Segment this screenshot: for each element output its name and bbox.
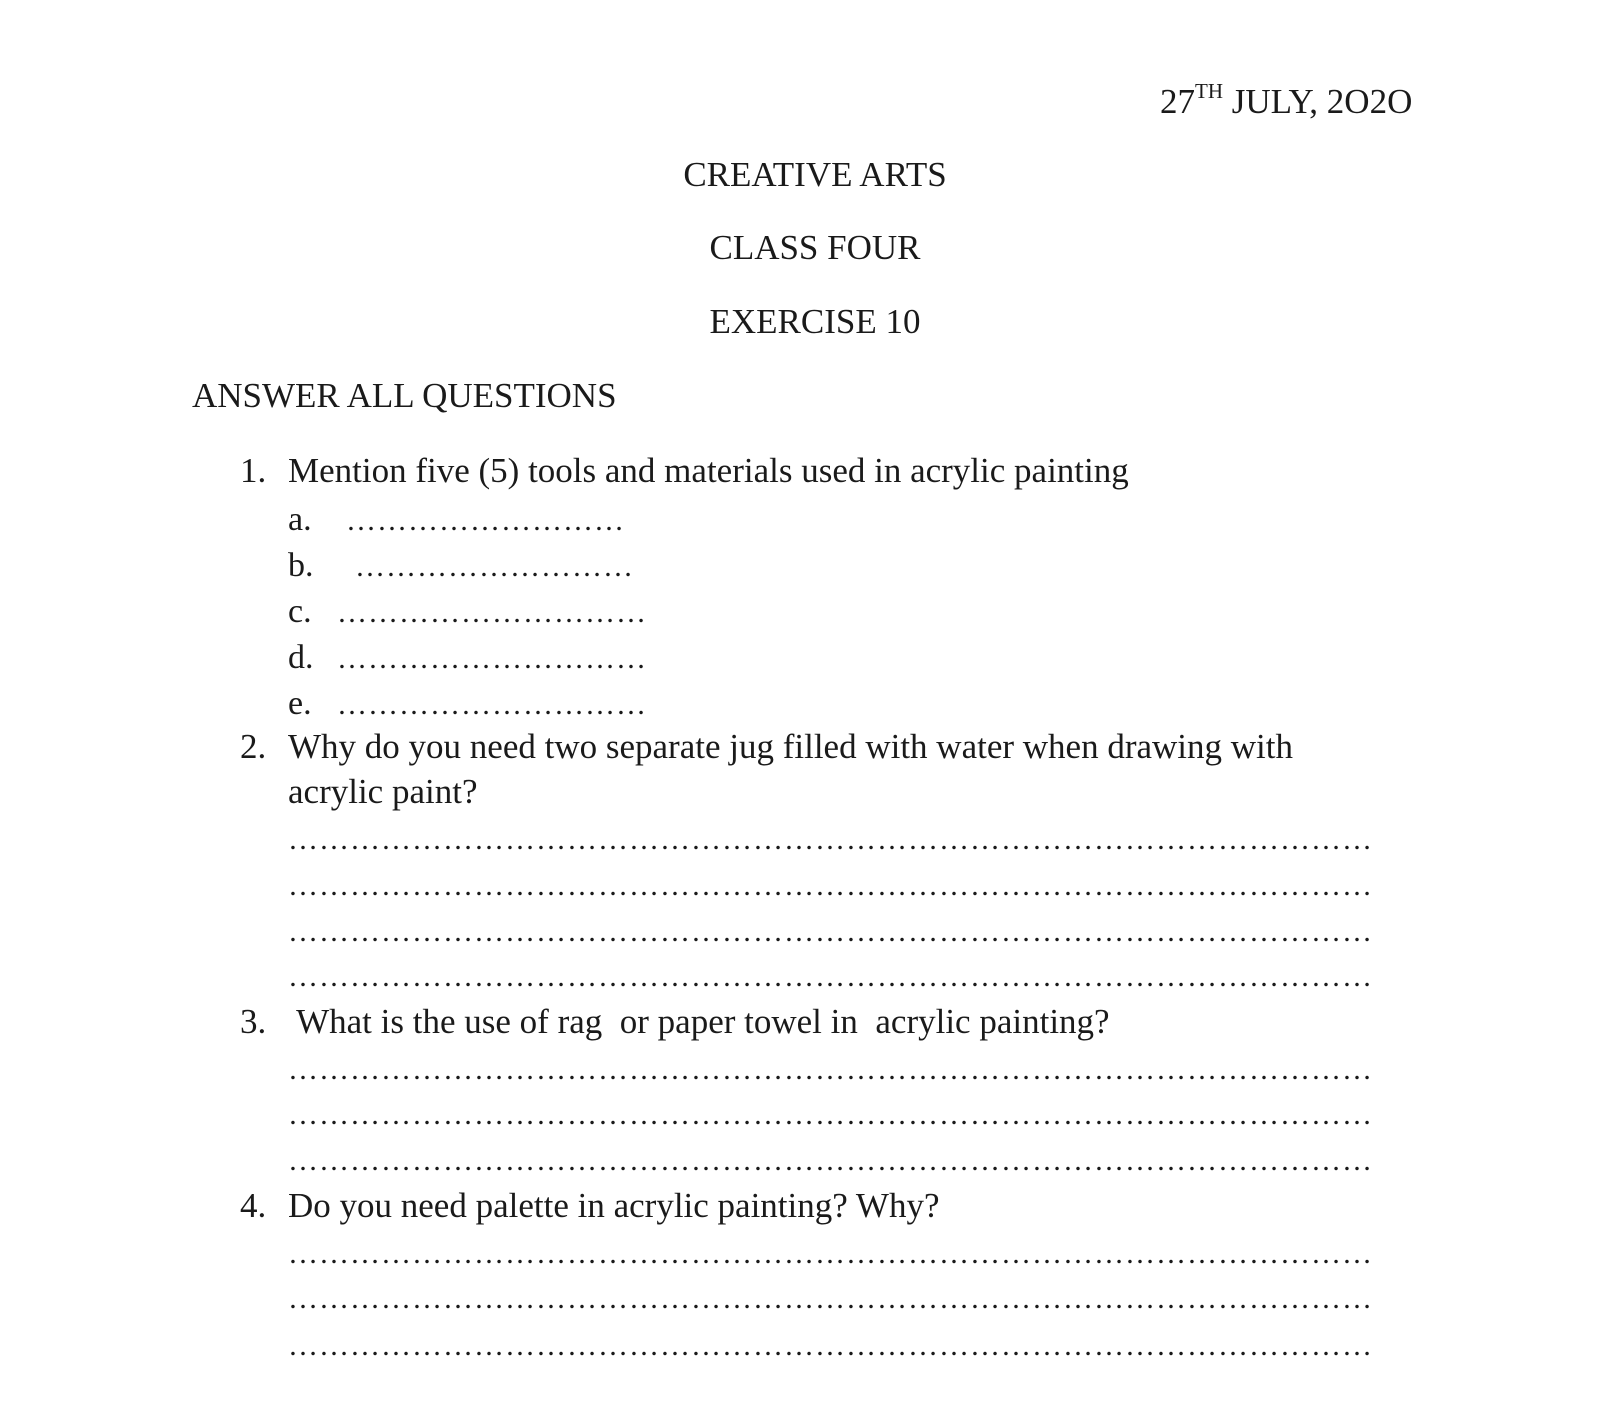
instruction: ANSWER ALL QUESTIONS [192,376,617,415]
answer-2-line-1[interactable]: …………………………………………………………………………………………… [288,823,1373,856]
answer-4-line-3[interactable]: …………………………………………………………………………………………… [288,1329,1373,1362]
option-b-letter: b. [288,547,314,584]
option-b-blank[interactable]: ……………………… [355,550,634,583]
date-suffix: TH [1195,79,1223,103]
question-1-text: Mention five (5) tools and materials used in acrylic painting [288,451,1129,490]
exercise-title: EXERCISE 10 [709,302,921,341]
answer-2-line-2[interactable]: …………………………………………………………………………………………… [288,869,1373,902]
question-2-text-line1: Why do you need two separate jug filled with water when drawing with [288,727,1294,766]
option-e-letter: e. [288,685,312,722]
question-3-number: 3. [240,1002,267,1041]
option-c-letter: c. [288,593,312,630]
answer-4-line-1[interactable]: …………………………………………………………………………………………… [288,1237,1373,1270]
date-rest: JULY, 2O2O [1223,82,1413,121]
question-4-text: Do you need palette in acrylic painting? Why? [288,1186,940,1225]
question-3-text: What is the use of rag or paper towel in acrylic painting? [288,1002,1110,1041]
answer-2-line-4[interactable]: …………………………………………………………………………………………… [288,960,1373,993]
option-d-blank[interactable]: ………………………… [337,642,647,675]
answer-4-line-2[interactable]: …………………………………………………………………………………………… [288,1282,1373,1315]
question-1-number: 1. [240,451,267,490]
question-4-number: 4. [240,1186,267,1225]
subject-title: CREATIVE ARTS [683,155,947,194]
option-a-letter: a. [288,501,312,538]
answer-3-line-3[interactable]: …………………………………………………………………………………………… [288,1144,1373,1177]
option-d-letter: d. [288,639,314,676]
option-c-blank[interactable]: ………………………… [337,596,647,629]
answer-3-line-1[interactable]: …………………………………………………………………………………………… [288,1053,1373,1086]
answer-2-line-3[interactable]: …………………………………………………………………………………………… [288,915,1373,948]
question-2-number: 2. [240,727,267,766]
answer-3-line-2[interactable]: …………………………………………………………………………………………… [288,1098,1373,1131]
option-e-blank[interactable]: ………………………… [337,688,647,721]
option-a-blank[interactable]: ……………………… [346,504,625,537]
class-title: CLASS FOUR [709,228,921,267]
date-day: 27 [1160,82,1195,121]
date [1160,79,1413,126]
question-2-text-line2: acrylic paint? [288,772,478,811]
